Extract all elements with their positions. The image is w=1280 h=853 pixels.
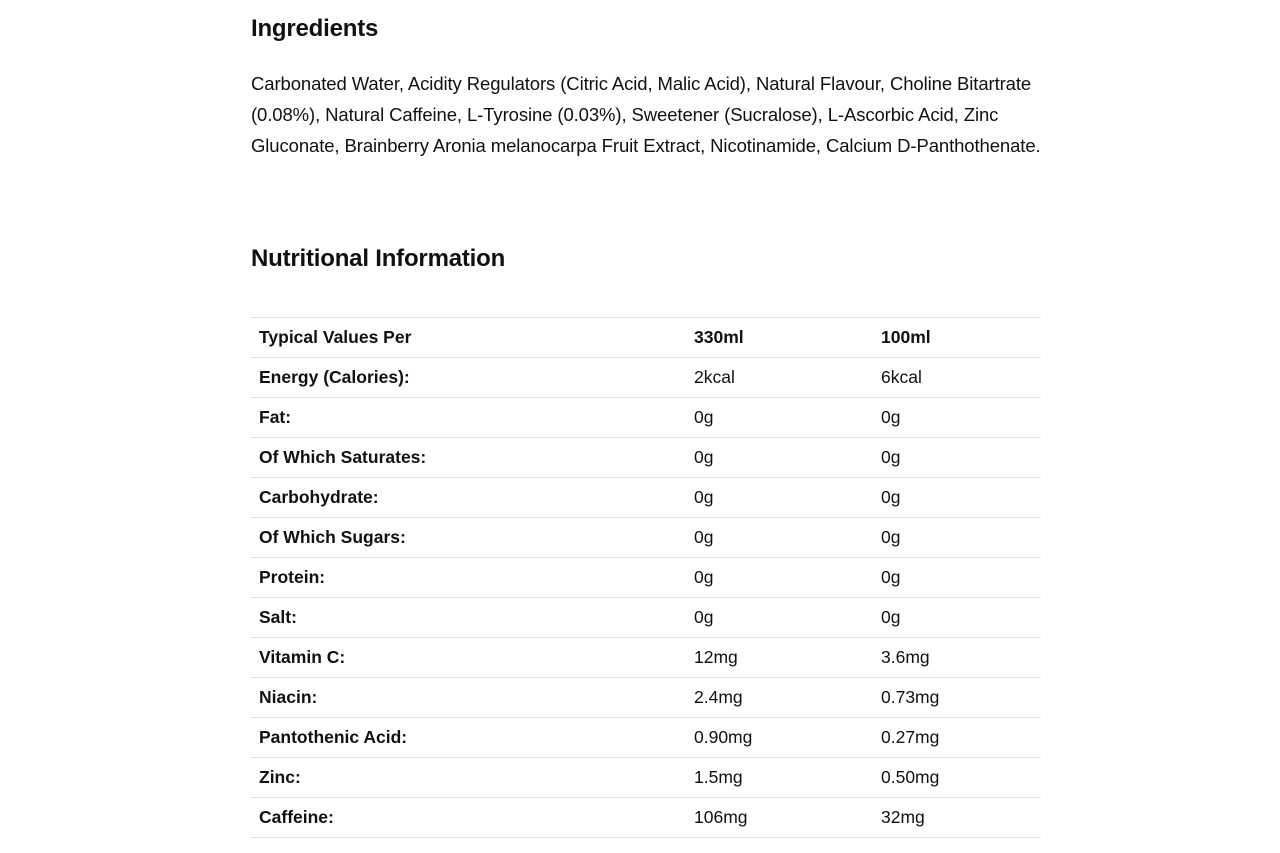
nutrient-label: Niacin:: [251, 678, 686, 718]
nutrient-label: Vitamin C:: [251, 638, 686, 678]
value-100ml: 0g: [873, 598, 1041, 638]
ingredients-title: Ingredients: [251, 15, 379, 42]
table-row: [251, 398, 1041, 438]
table-row: [251, 558, 1041, 598]
value-330ml: 106mg: [686, 798, 873, 838]
nutrition-title: Nutritional Information: [251, 245, 506, 272]
nutrient-label: Energy (Calories):: [251, 358, 686, 398]
value-330ml: 0g: [686, 558, 873, 598]
nutrient-label: Protein:: [251, 558, 686, 598]
value-100ml: 3.6mg: [873, 638, 1041, 678]
table-row: [251, 718, 1041, 758]
value-100ml: 0.73mg: [873, 678, 1041, 718]
value-330ml: 2.4mg: [686, 678, 873, 718]
table-header-row: [251, 318, 1041, 358]
nutrient-label: Of Which Saturates:: [251, 438, 686, 478]
table-row: [251, 798, 1041, 838]
value-330ml: 0.90mg: [686, 718, 873, 758]
ingredients-text: Carbonated Water, Acidity Regulators (Citric Acid, Malic Acid), Natural Flavour, Choline Bitartrate (0.08%), Natural Caffeine, L-Tyrosine (0.03%), Sweetener (Sucralose), L-Ascorbic Acid, Zinc Gluconate, Brainberry Aronia melanocarpa Fruit Extract, Nicotinamide, Calcium D-Panthothenate.: [251, 73, 1041, 156]
table-row: [251, 438, 1041, 478]
value-330ml: 2kcal: [686, 358, 873, 398]
nutrient-label: Caffeine:: [251, 798, 686, 838]
table-row: [251, 598, 1041, 638]
table-row: [251, 478, 1041, 518]
header-330ml: 330ml: [686, 318, 873, 358]
nutrient-label: Salt:: [251, 598, 686, 638]
value-100ml: 6kcal: [873, 358, 1041, 398]
value-330ml: 0g: [686, 438, 873, 478]
nutrient-label: Pantothenic Acid:: [251, 718, 686, 758]
nutrient-label: Zinc:: [251, 758, 686, 798]
value-330ml: 1.5mg: [686, 758, 873, 798]
value-100ml: 0g: [873, 558, 1041, 598]
value-100ml: 0.50mg: [873, 758, 1041, 798]
value-100ml: 0.27mg: [873, 718, 1041, 758]
nutrient-label: Of Which Sugars:: [251, 518, 686, 558]
table-row: [251, 758, 1041, 798]
value-100ml: 0g: [873, 518, 1041, 558]
nutrient-label: Carbohydrate:: [251, 478, 686, 518]
value-100ml: 0g: [873, 438, 1041, 478]
value-330ml: 0g: [686, 598, 873, 638]
value-100ml: 0g: [873, 478, 1041, 518]
value-100ml: 32mg: [873, 798, 1041, 838]
value-330ml: 0g: [686, 478, 873, 518]
table-row: [251, 358, 1041, 398]
table-row: [251, 518, 1041, 558]
nutrient-label: Fat:: [251, 398, 686, 438]
header-100ml: 100ml: [873, 318, 1041, 358]
value-330ml: 0g: [686, 518, 873, 558]
header-typical-values: Typical Values Per: [251, 318, 686, 358]
value-100ml: 0g: [873, 398, 1041, 438]
table-row: [251, 678, 1041, 718]
value-330ml: 12mg: [686, 638, 873, 678]
value-330ml: 0g: [686, 398, 873, 438]
nutrition-table: [251, 317, 1041, 838]
table-row: [251, 638, 1041, 678]
